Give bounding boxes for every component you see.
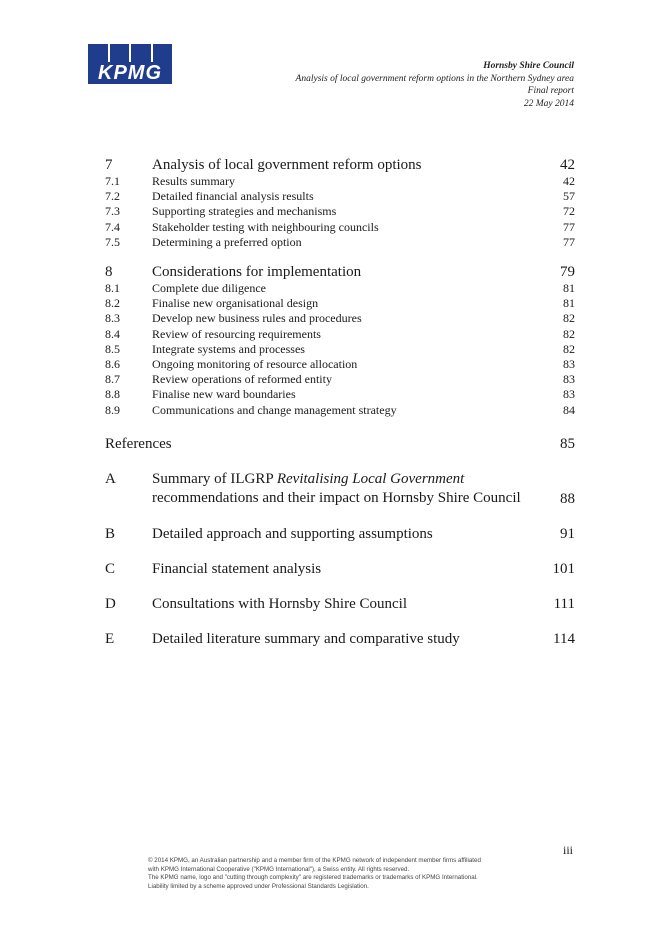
page-number: iii bbox=[563, 843, 574, 857]
toc-title: Develop new business rules and procedures bbox=[152, 311, 362, 326]
toc-page: 83 bbox=[563, 357, 575, 372]
toc-page: 82 bbox=[563, 311, 575, 326]
toc-page: 84 bbox=[563, 402, 575, 417]
header-report: Final report bbox=[527, 86, 574, 96]
toc-title-line2: recommendations and their impact on Hornsby Shire Council bbox=[152, 489, 521, 506]
toc-title: Results summary bbox=[152, 174, 235, 188]
toc-page: 42 bbox=[563, 174, 575, 188]
header-date: 22 May 2014 bbox=[523, 98, 574, 109]
toc-num: 8 bbox=[105, 264, 113, 281]
toc-title: Ongoing monitoring of resource allocation bbox=[152, 357, 358, 372]
toc-item-8-8[interactable] bbox=[105, 387, 575, 402]
logo-text: KPMG bbox=[88, 62, 172, 84]
header-subtitle: Analysis of local government reform options in the Northern Sydney area bbox=[295, 73, 574, 84]
toc-appendix-b[interactable] bbox=[105, 525, 575, 543]
table-of-contents bbox=[105, 156, 575, 648]
legal-footer bbox=[148, 857, 528, 891]
toc-title: Review of resourcing requirements bbox=[152, 326, 321, 341]
toc-title: Supporting strategies and mechanisms bbox=[152, 204, 337, 219]
toc-page: 72 bbox=[563, 204, 575, 219]
footer-line: Liability limited by a scheme approved under Professional Standards Legislation. bbox=[148, 882, 369, 890]
toc-title: Considerations for implementation bbox=[152, 264, 362, 281]
toc-item-8-2[interactable] bbox=[105, 296, 575, 311]
toc-title: Finalise new organisational design bbox=[152, 296, 319, 311]
toc-item-8-7[interactable] bbox=[105, 372, 575, 387]
toc-page: 81 bbox=[563, 296, 575, 311]
toc-references[interactable] bbox=[105, 435, 575, 453]
toc-item-7-2[interactable] bbox=[105, 189, 575, 204]
toc-item-8-1[interactable] bbox=[105, 281, 575, 296]
toc-num: 7.1 bbox=[105, 174, 120, 188]
toc-title: Determining a preferred option bbox=[152, 234, 302, 249]
toc-num: 8.3 bbox=[105, 311, 120, 326]
toc-num: D bbox=[105, 595, 116, 612]
toc-item-8-6[interactable] bbox=[105, 357, 575, 372]
toc-title: Analysis of local government reform options bbox=[152, 157, 422, 173]
toc-page: 57 bbox=[563, 189, 575, 204]
toc-title-block bbox=[152, 470, 545, 508]
toc-title: Integrate systems and processes bbox=[152, 341, 305, 356]
toc-page: 81 bbox=[563, 281, 575, 296]
toc-num: 7.2 bbox=[105, 189, 120, 204]
toc-page: 77 bbox=[563, 234, 575, 249]
toc-title: Finalise new ward boundaries bbox=[152, 387, 296, 402]
toc-item-8-5[interactable] bbox=[105, 342, 575, 357]
toc-num: 7.5 bbox=[105, 234, 120, 249]
footer-line: The KPMG name, logo and "cutting through complexity" are registered trademarks or trademarks of KPMG International. bbox=[148, 874, 478, 882]
toc-title: Review operations of reformed entity bbox=[152, 372, 332, 387]
toc-section-8[interactable] bbox=[105, 263, 575, 281]
footer-line: © 2014 KPMG, an Australian partnership and a member firm of the KPMG network of independent member firms affiliated bbox=[148, 857, 481, 864]
toc-title: Communications and change management strategy bbox=[152, 402, 397, 417]
toc-num: B bbox=[105, 525, 116, 542]
toc-page: 42 bbox=[560, 157, 575, 173]
toc-num: 7.4 bbox=[105, 219, 120, 234]
toc-num: 8.4 bbox=[105, 326, 120, 341]
toc-page: 83 bbox=[563, 387, 575, 402]
toc-item-7-1[interactable] bbox=[105, 174, 575, 189]
toc-page: 114 bbox=[553, 630, 575, 647]
toc-title: Consultations with Hornsby Shire Council bbox=[152, 595, 407, 612]
toc-title: Detailed financial analysis results bbox=[152, 189, 314, 204]
toc-num: 8.1 bbox=[105, 281, 120, 296]
toc-section-7[interactable] bbox=[105, 156, 575, 174]
document-header bbox=[296, 60, 574, 110]
toc-item-8-4[interactable] bbox=[105, 327, 575, 342]
toc-item-8-3[interactable] bbox=[105, 311, 575, 326]
toc-num: C bbox=[105, 560, 116, 577]
toc-title: Financial statement analysis bbox=[152, 560, 322, 577]
toc-num: 8.6 bbox=[105, 357, 120, 372]
toc-page: 77 bbox=[563, 219, 575, 234]
toc-num: 7 bbox=[105, 157, 113, 173]
toc-num: 8.7 bbox=[105, 372, 120, 387]
toc-appendix-e[interactable] bbox=[105, 630, 575, 648]
toc-title: Detailed literature summary and comparative study bbox=[152, 630, 460, 647]
toc-title: References bbox=[105, 435, 172, 452]
toc-title: Complete due diligence bbox=[152, 281, 266, 296]
toc-page: 85 bbox=[560, 435, 575, 452]
toc-item-7-4[interactable] bbox=[105, 220, 575, 235]
toc-num: 8.8 bbox=[105, 387, 120, 402]
toc-num: 7.3 bbox=[105, 204, 120, 219]
toc-page: 79 bbox=[560, 264, 575, 281]
toc-item-7-5[interactable] bbox=[105, 235, 575, 250]
header-client: Hornsby Shire Council bbox=[483, 61, 574, 71]
toc-page: 82 bbox=[563, 341, 575, 356]
toc-num: 8.9 bbox=[105, 402, 120, 417]
toc-item-7-3[interactable] bbox=[105, 204, 575, 219]
toc-page: 83 bbox=[563, 372, 575, 387]
toc-title-part: Summary of ILGRP bbox=[152, 470, 277, 487]
toc-page: 91 bbox=[560, 525, 575, 542]
toc-appendix-d[interactable] bbox=[105, 595, 575, 613]
toc-page: 111 bbox=[553, 595, 575, 612]
toc-page: 82 bbox=[563, 326, 575, 341]
toc-title: Detailed approach and supporting assumptions bbox=[152, 525, 433, 542]
toc-page: 88 bbox=[560, 490, 575, 507]
toc-appendix-a[interactable] bbox=[105, 470, 575, 508]
toc-item-8-9[interactable] bbox=[105, 403, 575, 418]
toc-num: A bbox=[105, 470, 116, 487]
toc-title: Stakeholder testing with neighbouring councils bbox=[152, 219, 379, 234]
kpmg-logo bbox=[88, 44, 172, 84]
toc-title-emphasis: Revitalising Local Government bbox=[276, 470, 465, 487]
footer-line: with KPMG International Cooperative ("KPMG International"), a Swiss entity. All rights reserved. bbox=[148, 865, 410, 873]
toc-num: 8.2 bbox=[105, 296, 120, 311]
toc-page: 101 bbox=[552, 560, 575, 577]
toc-num: 8.5 bbox=[105, 341, 120, 356]
toc-num: E bbox=[105, 630, 115, 647]
toc-appendix-c[interactable] bbox=[105, 560, 575, 578]
